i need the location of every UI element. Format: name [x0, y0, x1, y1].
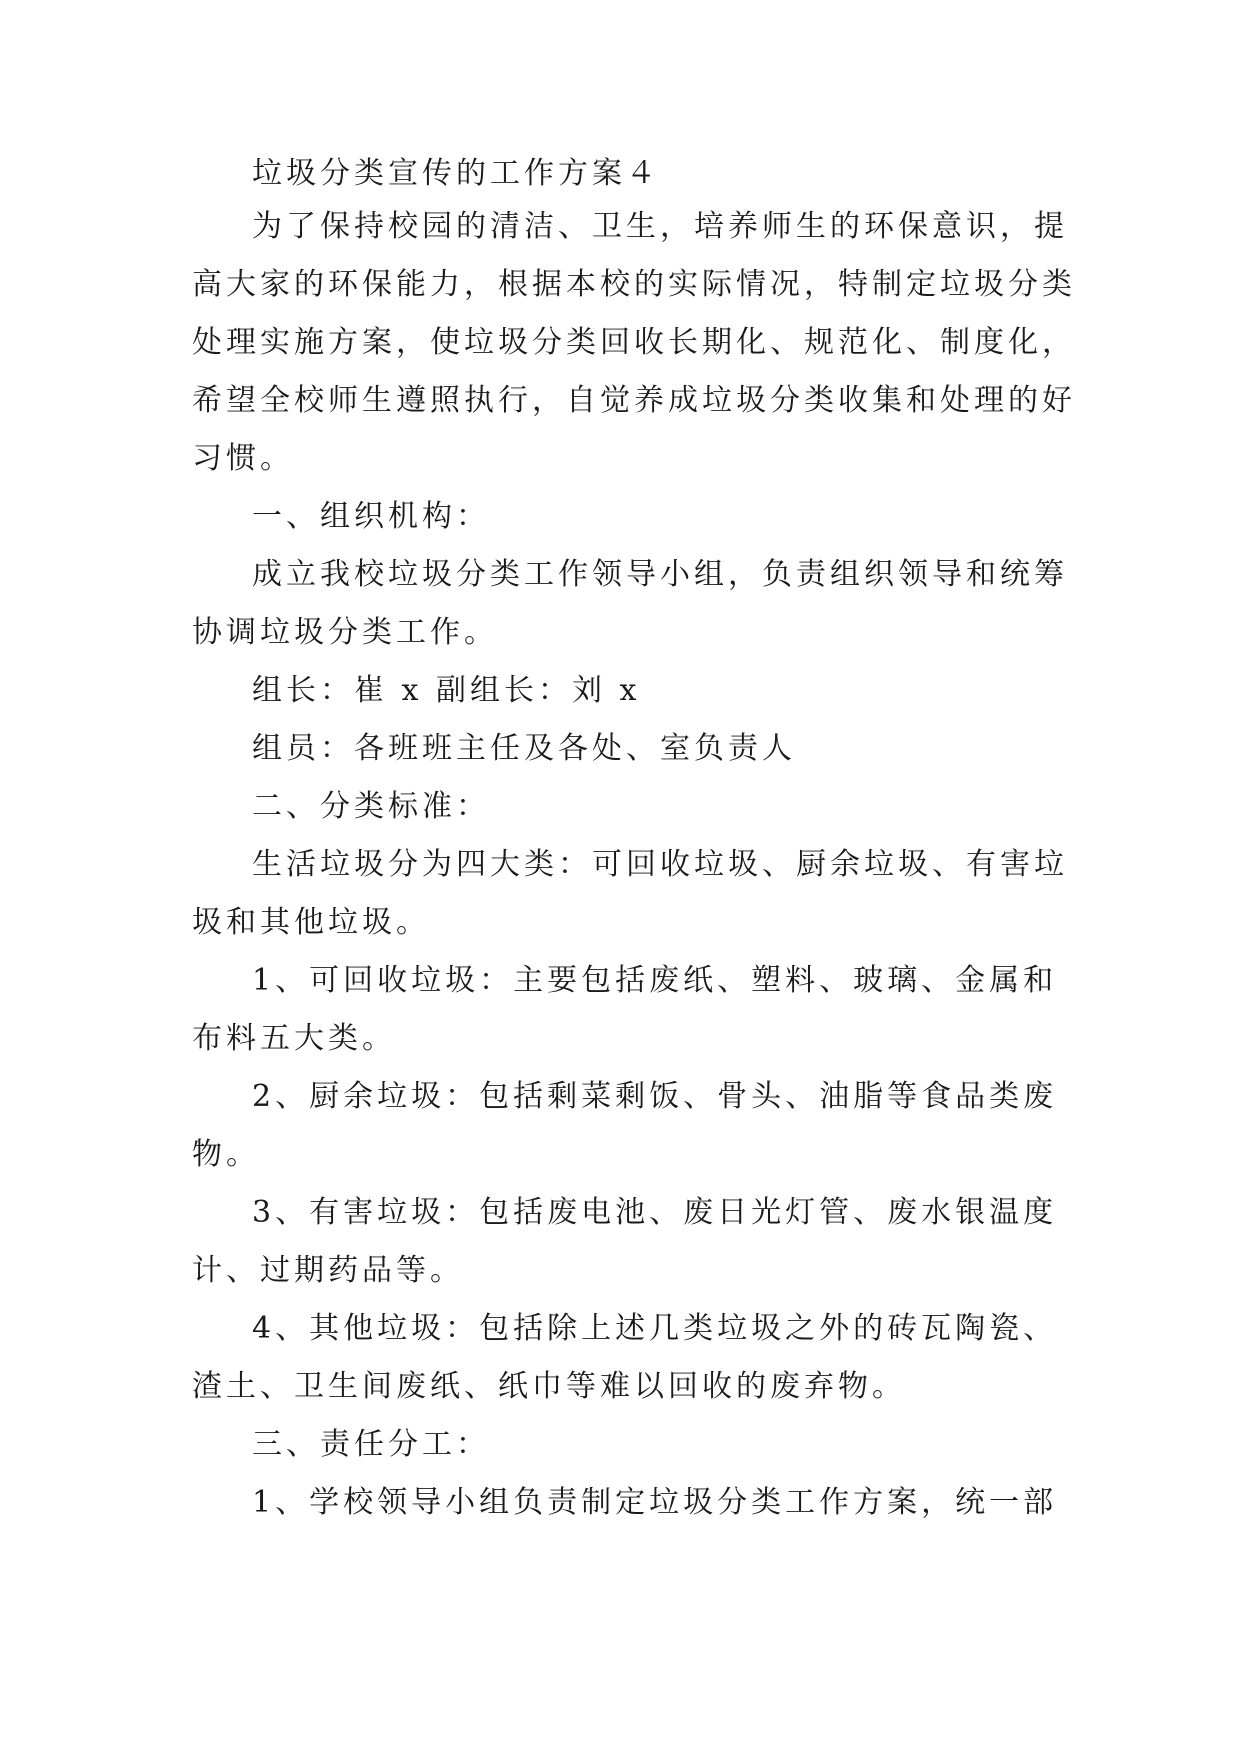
- section2-heading: 二、分类标准：: [252, 789, 490, 824]
- section1-heading: 一、组织机构：: [252, 499, 490, 534]
- intro-line-5: 习惯。: [192, 441, 294, 476]
- item1-line-2: 布料五大类。: [192, 1021, 396, 1056]
- intro-line-3: 处理实施方案，使垃圾分类回收长期化、规范化、制度化，: [192, 325, 1076, 360]
- section2-line-1: 生活垃圾分为四大类：可回收垃圾、厨余垃圾、有害垃: [252, 847, 1068, 882]
- section3-heading: 三、责任分工：: [252, 1427, 490, 1462]
- item4-line-2: 渣土、卫生间废纸、纸巾等难以回收的废弃物。: [192, 1369, 906, 1404]
- item4-line-1: 4、其他垃圾：包括除上述几类垃圾之外的砖瓦陶瓷、: [252, 1311, 1058, 1346]
- section2-line-2: 圾和其他垃圾。: [192, 905, 430, 940]
- item3-line-1: 3、有害垃圾：包括废电池、废日光灯管、废水银温度: [252, 1195, 1058, 1230]
- section1-line-2: 协调垃圾分类工作。: [192, 615, 498, 650]
- item3-line-2: 计、过期药品等。: [192, 1253, 464, 1288]
- section3-line-1: 1、学校领导小组负责制定垃圾分类工作方案，统一部: [252, 1485, 1058, 1520]
- intro-line-4: 希望全校师生遵照执行，自觉养成垃圾分类收集和处理的好: [192, 383, 1076, 418]
- leader-line: 组长：崔 x 副组长：刘 x: [252, 673, 641, 708]
- document-title: 垃圾分类宣传的工作方案４: [252, 156, 660, 191]
- members-line: 组员：各班班主任及各处、室负责人: [252, 731, 796, 766]
- item2-line-1: 2、厨余垃圾：包括剩菜剩饭、骨头、油脂等食品类废: [252, 1079, 1058, 1114]
- item1-line-1: 1、可回收垃圾：主要包括废纸、塑料、玻璃、金属和: [252, 963, 1058, 998]
- item2-line-2: 物。: [192, 1137, 260, 1172]
- intro-line-2: 高大家的环保能力，根据本校的实际情况，特制定垃圾分类: [192, 267, 1076, 302]
- intro-line-1: 为了保持校园的清洁、卫生，培养师生的环保意识，提: [252, 209, 1068, 244]
- section1-line-1: 成立我校垃圾分类工作领导小组，负责组织领导和统筹: [252, 557, 1068, 592]
